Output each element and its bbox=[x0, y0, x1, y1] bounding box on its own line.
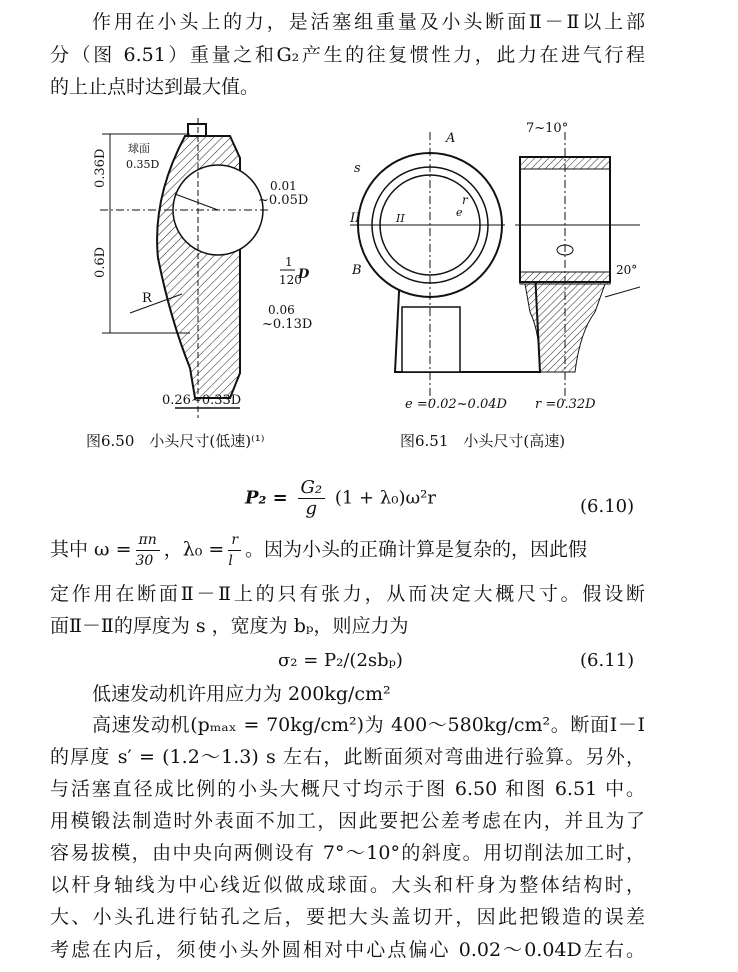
paragraph2-suffix: 。因为小头的正确计算是复杂的，因此假 bbox=[245, 538, 588, 561]
section-ii-label: II bbox=[350, 211, 361, 226]
eq-denominator: g bbox=[305, 498, 318, 519]
width-label: 0.26~0.33D bbox=[162, 393, 242, 408]
equation-6-10-number: (6.10) bbox=[580, 496, 635, 517]
omega-prefix: 其中 ω = bbox=[50, 538, 132, 561]
text-line: 大、小头孔进行钻孔之后，要把大头盖切开，因此把锻造的误差 bbox=[50, 906, 645, 928]
text-line: 分（图 6.51）重量之和G₂产生的往复惯性力，此力在进气行程 bbox=[50, 44, 645, 66]
eq-numerator: G₂ bbox=[298, 478, 326, 499]
shoulder-label-a: 0.06 bbox=[268, 303, 295, 317]
equation-6-11: σ₂ = P₂/(2sbₚ) bbox=[278, 650, 403, 671]
sphere-value: 0.35D bbox=[126, 158, 160, 171]
lambda-prefix: ，λ₀ = bbox=[163, 538, 225, 561]
text-line: 面Ⅱ－Ⅱ的厚度为 s ，宽度为 bₚ，则应力为 bbox=[50, 615, 409, 637]
text-line: 容易拔模，由中央向两侧设有 7°～10°的斜度。用切削法加工时， bbox=[50, 842, 645, 864]
text-line: 用模锻法制造时外表面不加工，因此要把公差考虑在内，并且为了 bbox=[50, 810, 645, 832]
text-line: 考虑在内后，须使小头外圆相对中心点偏心 0.02～0.04D左右。 bbox=[50, 939, 645, 961]
text-line: 低速发动机许用应力为 200kg/cm² bbox=[92, 683, 391, 705]
text-line: 定作用在断面Ⅱ－Ⅱ上的只有张力，从而决定大概尺寸。假设断 bbox=[50, 583, 645, 605]
eq-lhs: P₂ = bbox=[245, 487, 288, 509]
omega-numerator: πn bbox=[136, 530, 160, 551]
lambda-denominator: l bbox=[228, 553, 233, 569]
equation-6-10 bbox=[245, 478, 436, 519]
text-line: 作用在小头上的力，是活塞组重量及小头断面Ⅱ－Ⅱ以上部 bbox=[92, 11, 645, 33]
figure-6-50-drawing bbox=[80, 118, 320, 418]
sphere-label: 球面 bbox=[128, 142, 150, 155]
eccentricity-label: e bbox=[456, 206, 463, 219]
radius-r-label: r bbox=[462, 193, 468, 207]
eq-rest: (1 + λ₀)ω²r bbox=[334, 487, 437, 509]
gap-label-b: ~0.05D bbox=[258, 193, 309, 208]
label-s: s bbox=[354, 161, 361, 176]
text-line: 与活塞直径成比例的小头大概尺寸均示于图 6.50 和图 6.51 中。 bbox=[50, 778, 645, 800]
lambda-numerator: r bbox=[228, 530, 241, 551]
text-line: 高速发动机(pₘₐₓ = 70kg/cm²)为 400～580kg/cm²。断面Ⅰ－Ⅰ bbox=[92, 714, 645, 736]
e-note: e =0.02~0.04D bbox=[405, 397, 507, 412]
angle-top-label: 7~10° bbox=[526, 121, 569, 136]
text-line: 的上止点时达到最大值。 bbox=[50, 76, 260, 98]
dim-036d: 0.36D bbox=[93, 148, 108, 188]
equation-6-11-number: (6.11) bbox=[580, 650, 635, 671]
taper-unit: D bbox=[298, 267, 310, 282]
text-line: 以杆身轴线为中心线近似做成球面。大头和杆身为整体结构时， bbox=[50, 874, 645, 896]
taper-den: 120 bbox=[279, 273, 302, 287]
taper-num: 1 bbox=[285, 255, 293, 269]
text-line bbox=[50, 530, 645, 571]
text-line: 的厚度 s′ = (1.2～1.3) s 左右，此断面须对弯曲进行验算。另外， bbox=[50, 746, 645, 768]
omega-denominator: 30 bbox=[135, 553, 154, 569]
shoulder-label-b: ~0.13D bbox=[262, 317, 313, 332]
figure-6-50-caption: 图6.50 小头尺寸(低速)⁽¹⁾ bbox=[86, 432, 265, 450]
label-a: A bbox=[446, 131, 456, 146]
dim-06d: 0.6D bbox=[93, 246, 108, 278]
radius-label: R bbox=[142, 291, 152, 306]
label-b: B bbox=[352, 263, 362, 278]
angle-side-label: 20° bbox=[616, 263, 638, 277]
gap-label-a: 0.01 bbox=[270, 179, 297, 193]
figure-6-51-drawing bbox=[340, 112, 640, 412]
r-note: r =0.32D bbox=[535, 397, 596, 412]
section-ii-inner-label: II bbox=[396, 212, 405, 225]
figure-6-51-caption: 图6.51 小头尺寸(高速) bbox=[400, 432, 566, 450]
